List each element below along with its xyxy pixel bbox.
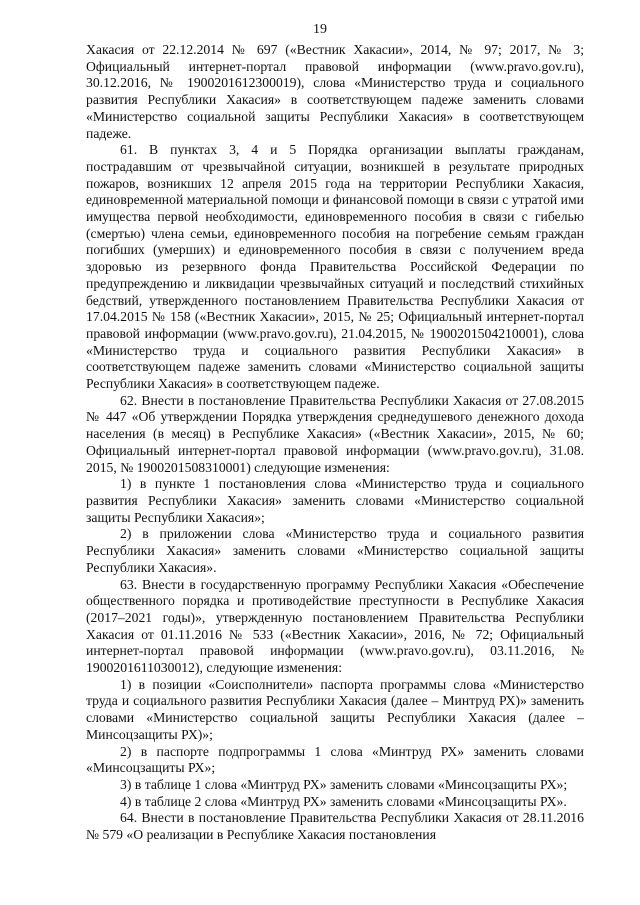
paragraph-item-64: 64. Внести в постановление Правительства Республики Хакасия от 28.11.2016 № 579 «О реализации в Республике Хакасия постановления <box>86 810 584 843</box>
paragraph-item-63-1: 1) в позиции «Соисполнители» паспорта программы слова «Министерство труда и социального развития Республики Хакасия (далее – Минтруд РХ)» заменить словами «Министерство социальной защиты Республики Хакасия (далее – Минсоцзащиты РХ)»; <box>86 676 584 742</box>
paragraph-item-61: 61. В пунктах 3, 4 и 5 Порядка организации выплаты гражданам, пострадавшим от чрезвычайной ситуации, возникшей в результате природных пожаров, возникших 12 апреля 2015 года на территории Республики Хакасия, единовременной материальной помощи и финансовой помощи в связи с утратой ими имущества первой необходимости, единовременного пособия в связи с гибелью (смертью) члена семьи, единовременного пособия на погребение семьям граждан погибших (умерших) и единовременного пособия в связи с получением вреда здоровью из резервного фонда Правительства Российской Федерации по предупреждению и ликвидации чрезвычайных ситуаций и последствий стихийных бедствий, утвержденного постановлением Правительства Республики Хакасия от 17.04.2015 № 158 («Вестник Хакасии», 2015, № 25; Официальный интернет-портал правовой информации (www.pravo.gov.ru), 21.04.2015, № 1900201504210001), слова «Министерство труда и социального развития Республики Хакасия» в соответствующем падеже заменить словами «Министерство социальной защиты Республики Хакасия» в соответствующем падеже. <box>86 142 584 392</box>
paragraph-item-62-1: 1) в пункте 1 постановления слова «Министерство труда и социального развития Республики Хакасия» заменить словами «Министерство социальной защиты Республики Хакасия»; <box>86 476 584 525</box>
paragraph-item-63: 63. Внести в государственную программу Республики Хакасия «Обеспечение общественного порядка и противодействие преступности в Республике Хакасия (2017–2021 годы)», утвержденную постановлением Правительства Республики Хакасия от 01.11.2016 № 533 («Вестник Хакасии», 2016, № 72; Официальный интернет-портал правовой информации (www.pravo.gov.ru), 03.11.2016, № 1900201611030012), следующие изменения: <box>86 576 584 676</box>
paragraph-item-62: 62. Внести в постановление Правительства Республики Хакасия от 27.08.2015 № 447 «Об утверждении Порядка утверждения среднедушевого денежного дохода населения (в месяц) в Республике Хакасия» («Вестник Хакасии», 2015, № 60; Официальный интернет-портал правовой информации (www.pravo.gov.ru), 31.08. 2015, № 1900201508310001) следующие изменения: <box>86 392 584 475</box>
page-number: 19 <box>313 22 327 37</box>
paragraph-item-63-3: 3) в таблице 1 слова «Минтруд РХ» заменить словами «Минсоцзащиты РХ»; <box>120 776 568 792</box>
paragraph-item-63-4: 4) в таблице 2 слова «Минтруд РХ» заменить словами «Минсоцзащиты РХ». <box>120 793 567 809</box>
document-body <box>86 42 584 844</box>
paragraph-item-63-2: 2) в паспорте подпрограммы 1 слова «Минтруд РХ» заменить словами «Минсоцзащиты РХ»; <box>86 743 584 776</box>
paragraph-item-62-2: 2) в приложении слова «Министерство труда и социального развития Республики Хакасия» заменить словами «Министерство социальной защиты Республики Хакасия». <box>86 526 584 575</box>
paragraph-continuation: Хакасия от 22.12.2014 № 697 («Вестник Хакасии», 2014, № 97; 2017, № 3; Официальный интернет-портал правовой информации (www.pravo.gov.ru), 30.12.2016, № 1900201612300019), слова «Министерство труда и социального развития Республики Хакасия» в соответствующем падеже заменить словами «Министерство социальной защиты Республики Хакасия» в соответствующем падеже. <box>86 42 584 141</box>
